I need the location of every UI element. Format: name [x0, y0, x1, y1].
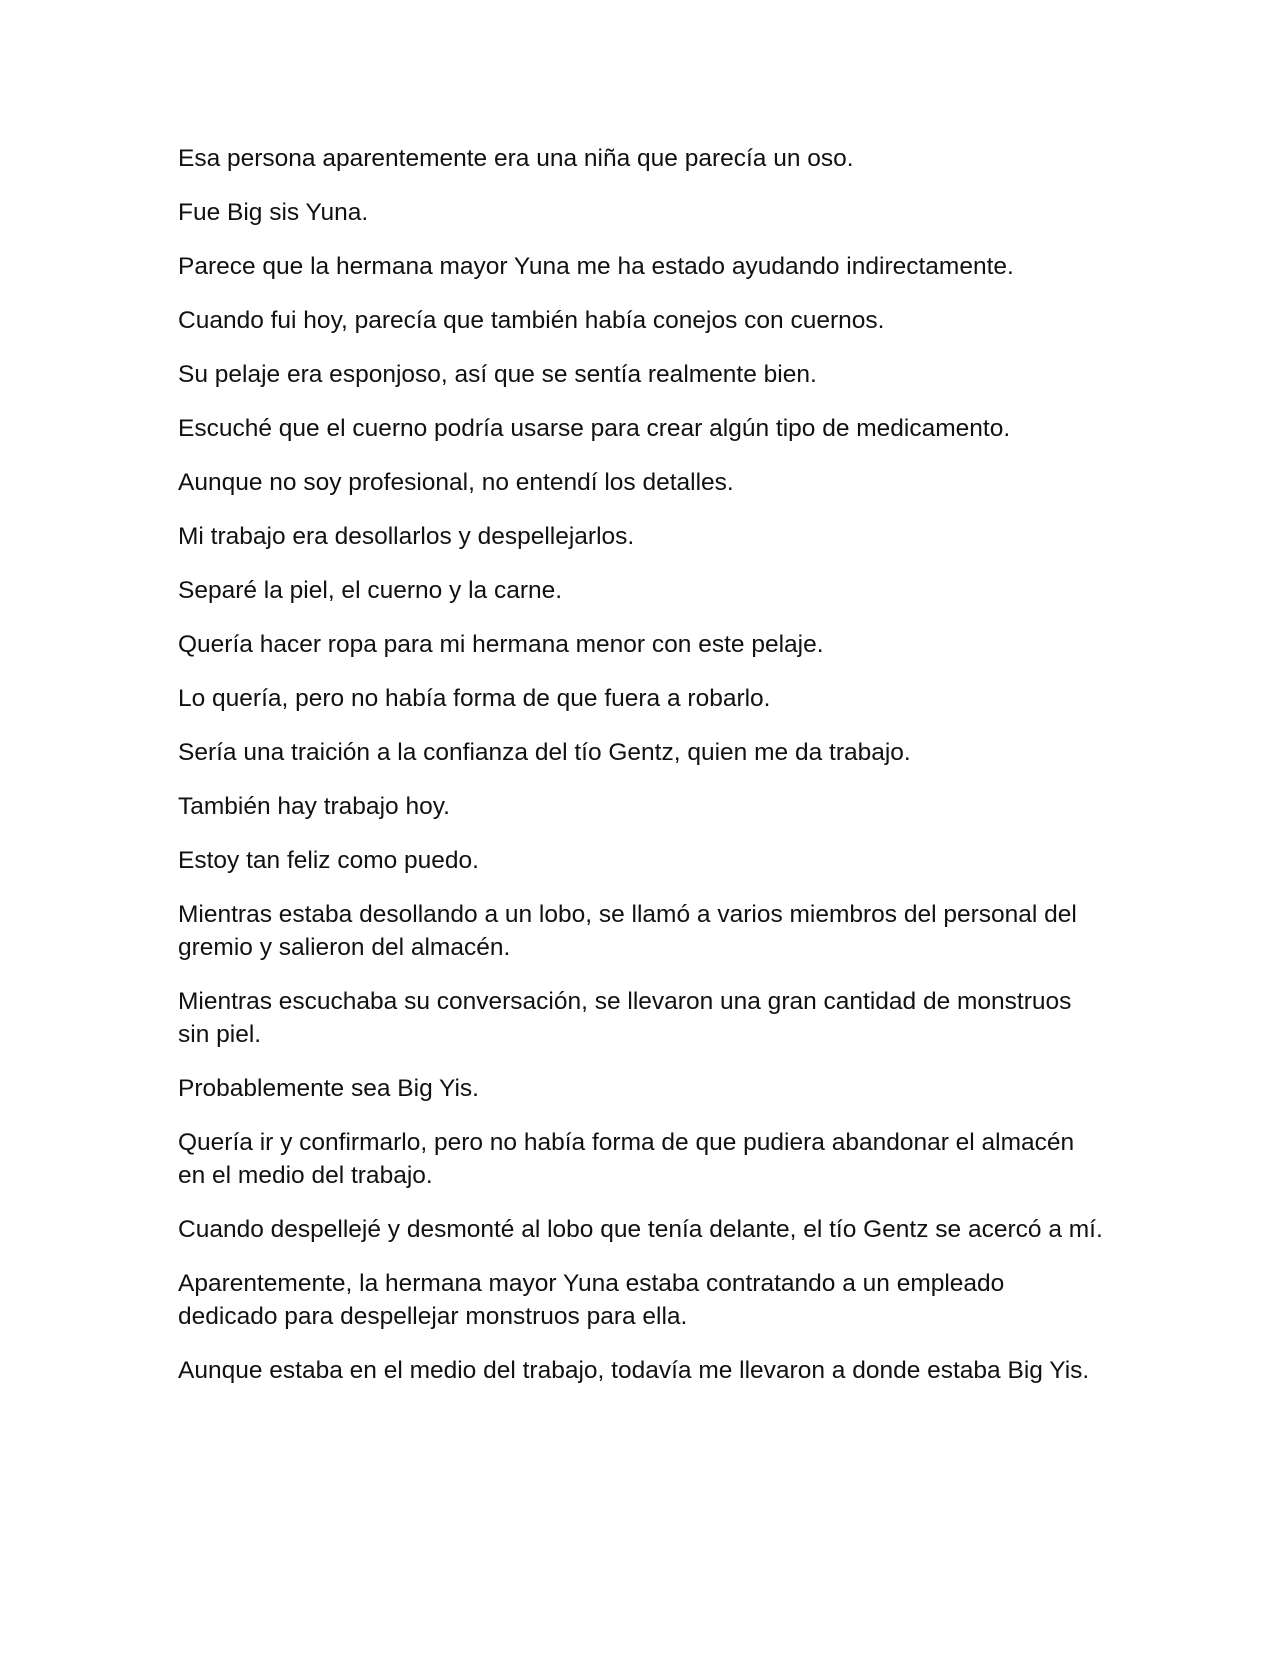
- paragraph: Lo quería, pero no había forma de que fuera a robarlo.: [178, 685, 771, 712]
- paragraph: Cuando despellejé y desmonté al lobo que tenía delante, el tío Gentz se acercó a mí.: [178, 1216, 1103, 1243]
- paragraph: Estoy tan feliz como puedo.: [178, 847, 479, 874]
- document-body: [178, 142, 1108, 1408]
- paragraph: Mientras escuchaba su conversación, se llevaron una gran cantidad de monstruos sin piel.: [178, 988, 1072, 1048]
- paragraph: Sería una traición a la confianza del tío Gentz, quien me da trabajo.: [178, 739, 911, 766]
- paragraph: Probablemente sea Big Yis.: [178, 1075, 479, 1102]
- paragraph: Cuando fui hoy, parecía que también había conejos con cuernos.: [178, 307, 885, 334]
- paragraph: Quería hacer ropa para mi hermana menor con este pelaje.: [178, 631, 824, 658]
- paragraph: Mientras estaba desollando a un lobo, se llamó a varios miembros del personal del gremio y salieron del almacén.: [178, 901, 1077, 961]
- paragraph: También hay trabajo hoy.: [178, 793, 450, 820]
- paragraph: Separé la piel, el cuerno y la carne.: [178, 577, 563, 604]
- paragraph: Escuché que el cuerno podría usarse para crear algún tipo de medicamento.: [178, 415, 1011, 442]
- paragraph: Aparentemente, la hermana mayor Yuna estaba contratando a un empleado dedicado para despellejar monstruos para ella.: [178, 1270, 1005, 1330]
- paragraph: Mi trabajo era desollarlos y despellejarlos.: [178, 523, 635, 550]
- paragraph: Aunque estaba en el medio del trabajo, todavía me llevaron a donde estaba Big Yis.: [178, 1357, 1090, 1384]
- paragraph: Su pelaje era esponjoso, así que se sentía realmente bien.: [178, 361, 817, 388]
- paragraph: Esa persona aparentemente era una niña que parecía un oso.: [178, 145, 854, 172]
- paragraph: Quería ir y confirmarlo, pero no había forma de que pudiera abandonar el almacén en el medio del trabajo.: [178, 1129, 1075, 1189]
- paragraph: Aunque no soy profesional, no entendí los detalles.: [178, 469, 734, 496]
- paragraph: Fue Big sis Yuna.: [178, 199, 369, 226]
- paragraph: Parece que la hermana mayor Yuna me ha estado ayudando indirectamente.: [178, 253, 1014, 280]
